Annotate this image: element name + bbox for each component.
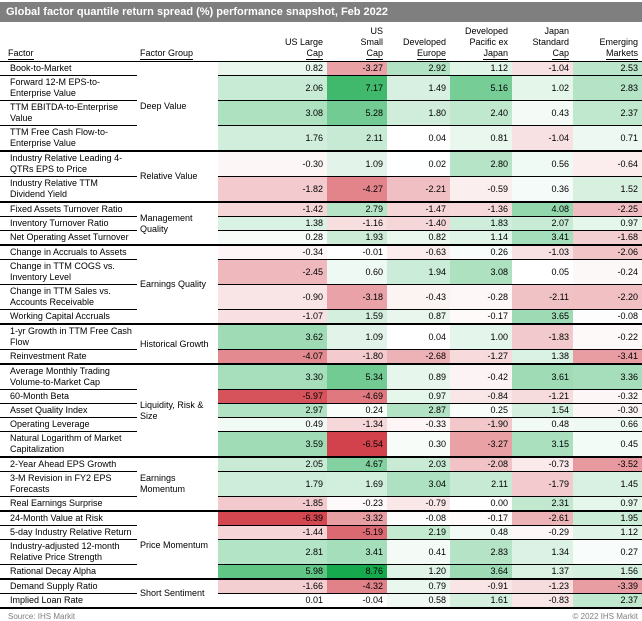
value-cell: -0.90	[218, 285, 327, 310]
value-cell: 0.48	[450, 526, 512, 540]
table-row	[0, 260, 642, 285]
value-cell: 0.97	[573, 497, 642, 512]
table-row	[0, 594, 642, 609]
value-cell: 0.04	[387, 126, 450, 152]
value-cell: -1.79	[512, 472, 573, 497]
table-row	[0, 285, 642, 310]
value-cell: 0.97	[387, 390, 450, 404]
value-cell: 2.37	[573, 594, 642, 609]
value-cell: -1.90	[450, 418, 512, 432]
value-cell: 2.40	[450, 101, 512, 126]
factor-name-cell: 5-day Industry Relative Return	[0, 526, 137, 540]
factor-group-cell: Management Quality	[137, 202, 218, 245]
table-row	[0, 177, 642, 203]
value-cell: 1.83	[450, 217, 512, 231]
table-row	[0, 76, 642, 101]
value-cell: 2.53	[573, 62, 642, 76]
value-cell: 1.95	[573, 511, 642, 526]
value-cell: -1.27	[450, 350, 512, 365]
value-cell: -0.73	[512, 457, 573, 472]
value-cell: 1.56	[573, 565, 642, 580]
factor-name-cell: Implied Loan Rate	[0, 594, 137, 609]
value-cell: 3.04	[387, 472, 450, 497]
value-cell: 2.80	[450, 151, 512, 177]
value-cell: 3.59	[218, 432, 327, 458]
report-page	[0, 2, 642, 621]
factor-name-cell: Operating Leverage	[0, 418, 137, 432]
factor-group-column-header: Factor Group	[137, 26, 218, 62]
value-cell: -2.25	[573, 202, 642, 217]
value-cell: 2.11	[327, 126, 387, 152]
table-row	[0, 245, 642, 260]
value-cell: -0.17	[450, 511, 512, 526]
value-cell: -4.07	[218, 350, 327, 365]
value-cell: 1.20	[387, 565, 450, 580]
factor-name-cell: 60-Month Beta	[0, 390, 137, 404]
table-row	[0, 324, 642, 350]
value-cell: 0.43	[512, 101, 573, 126]
value-cell: -2.21	[387, 177, 450, 203]
factor-group-cell: Earnings Quality	[137, 245, 218, 324]
value-cell: -2.45	[218, 260, 327, 285]
value-cell: 1.09	[327, 151, 387, 177]
value-cell: 5.98	[218, 565, 327, 580]
value-cell: -1.04	[512, 62, 573, 76]
value-cell: 2.81	[218, 540, 327, 565]
value-cell: 2.37	[573, 101, 642, 126]
value-cell: 2.87	[387, 404, 450, 418]
value-cell: 0.02	[387, 151, 450, 177]
value-cell: 1.00	[450, 324, 512, 350]
value-cell: 1.52	[573, 177, 642, 203]
value-cell: -1.16	[327, 217, 387, 231]
value-cell: 1.38	[512, 350, 573, 365]
factor-name-cell: Change in Accruals to Assets	[0, 245, 137, 260]
value-cell: 0.05	[512, 260, 573, 285]
value-cell: -1.03	[512, 245, 573, 260]
value-cell: -0.22	[573, 324, 642, 350]
factor-group-cell: Short Sentiment	[137, 579, 218, 608]
table-row	[0, 457, 642, 472]
report-title: Global factor quantile return spread (%) performance snapshot, Feb 2022	[0, 2, 642, 22]
value-cell: -0.79	[387, 497, 450, 512]
value-cell: -0.17	[450, 310, 512, 325]
value-cell: 5.16	[450, 76, 512, 101]
value-cell: 2.06	[218, 76, 327, 101]
value-cell: -0.08	[387, 511, 450, 526]
value-cell: 3.08	[218, 101, 327, 126]
value-cell: 3.65	[512, 310, 573, 325]
value-cell: -3.41	[573, 350, 642, 365]
table-row	[0, 202, 642, 217]
factor-name-cell: Industry Relative TTM Dividend Yield	[0, 177, 137, 203]
factor-name-cell: Real Earnings Surprise	[0, 497, 137, 512]
value-cell: -3.39	[573, 579, 642, 594]
value-cell: 1.37	[512, 565, 573, 580]
table-row	[0, 432, 642, 458]
value-cell: -0.23	[327, 497, 387, 512]
value-cell: 3.36	[573, 364, 642, 390]
value-cell: 3.30	[218, 364, 327, 390]
value-cell: -1.07	[218, 310, 327, 325]
factor-name-cell: Natural Logarithm of Market Capitalization	[0, 432, 137, 458]
factor-name-cell: Fixed Assets Turnover Ratio	[0, 202, 137, 217]
value-cell: 3.62	[218, 324, 327, 350]
value-cell: 4.08	[512, 202, 573, 217]
factor-name-cell: 1-yr Growth in TTM Free Cash Flow	[0, 324, 137, 350]
column-header-5: Japan Standard Cap	[512, 26, 573, 62]
value-cell: -2.61	[512, 511, 573, 526]
value-cell: -1.34	[327, 418, 387, 432]
value-cell: 1.69	[327, 472, 387, 497]
value-cell: -0.84	[450, 390, 512, 404]
factor-group-cell: Historical Growth	[137, 324, 218, 364]
factor-name-cell: 2-Year Ahead EPS Growth	[0, 457, 137, 472]
factor-name-cell: TTM Free Cash Flow-to-Enterprise Value	[0, 126, 137, 152]
value-cell: -2.68	[387, 350, 450, 365]
table-row	[0, 526, 642, 540]
value-cell: -3.18	[327, 285, 387, 310]
table-row	[0, 231, 642, 246]
value-cell: -0.08	[573, 310, 642, 325]
value-cell: 2.05	[218, 457, 327, 472]
value-cell: 2.07	[512, 217, 573, 231]
factor-column-header: Factor	[0, 26, 137, 62]
table-row	[0, 540, 642, 565]
value-cell: 0.87	[387, 310, 450, 325]
value-cell: -5.97	[218, 390, 327, 404]
value-cell: 2.19	[387, 526, 450, 540]
table-row	[0, 579, 642, 594]
value-cell: -6.39	[218, 511, 327, 526]
value-cell: -1.82	[218, 177, 327, 203]
value-cell: -2.20	[573, 285, 642, 310]
value-cell: -1.83	[512, 324, 573, 350]
factor-name-cell: 3-M Revision in FY2 EPS Forecasts	[0, 472, 137, 497]
value-cell: 0.82	[387, 231, 450, 246]
factor-name-cell: Demand Supply Ratio	[0, 579, 137, 594]
value-cell: 0.56	[512, 151, 573, 177]
value-cell: -0.43	[387, 285, 450, 310]
value-cell: 0.24	[327, 404, 387, 418]
value-cell: -0.91	[450, 579, 512, 594]
value-cell: 0.60	[327, 260, 387, 285]
factor-group-cell: Liquidity, Risk & Size	[137, 364, 218, 457]
value-cell: 2.97	[218, 404, 327, 418]
value-cell: 0.36	[512, 177, 573, 203]
value-cell: -0.33	[387, 418, 450, 432]
factor-name-cell: Change in TTM Sales vs. Accounts Receivable	[0, 285, 137, 310]
table-row	[0, 418, 642, 432]
value-cell: 0.30	[387, 432, 450, 458]
value-cell: -1.40	[387, 217, 450, 231]
value-cell: -2.08	[450, 457, 512, 472]
value-cell: 0.27	[573, 540, 642, 565]
value-cell: 4.67	[327, 457, 387, 472]
value-cell: -0.63	[387, 245, 450, 260]
value-cell: -1.68	[573, 231, 642, 246]
value-cell: 0.82	[218, 62, 327, 76]
value-cell: 0.04	[387, 324, 450, 350]
value-cell: -0.32	[573, 390, 642, 404]
table-row	[0, 472, 642, 497]
value-cell: 3.61	[512, 364, 573, 390]
value-cell: -0.29	[512, 526, 573, 540]
value-cell: 2.31	[512, 497, 573, 512]
value-cell: 0.01	[218, 594, 327, 609]
table-row	[0, 101, 642, 126]
value-cell: 3.15	[512, 432, 573, 458]
value-cell: 1.49	[387, 76, 450, 101]
value-cell: 2.03	[387, 457, 450, 472]
factor-name-cell: Net Operating Asset Turnover	[0, 231, 137, 246]
value-cell: 5.34	[327, 364, 387, 390]
value-cell: -1.80	[327, 350, 387, 365]
factor-name-cell: Book-to-Market	[0, 62, 137, 76]
value-cell: -0.34	[218, 245, 327, 260]
table-row	[0, 364, 642, 390]
value-cell: 2.92	[387, 62, 450, 76]
value-cell: -4.32	[327, 579, 387, 594]
factor-name-cell: Industry Relative Leading 4-QTRs EPS to Price	[0, 151, 137, 177]
factor-group-cell: Relative Value	[137, 151, 218, 202]
factor-group-cell: Earnings Momentum	[137, 457, 218, 511]
value-cell: 7.17	[327, 76, 387, 101]
factor-name-cell: Asset Quality Index	[0, 404, 137, 418]
value-cell: -1.44	[218, 526, 327, 540]
value-cell: -6.54	[327, 432, 387, 458]
factor-name-cell: Rational Decay Alpha	[0, 565, 137, 580]
value-cell: -1.47	[387, 202, 450, 217]
value-cell: -1.21	[512, 390, 573, 404]
value-cell: 0.81	[450, 126, 512, 152]
value-cell: -4.27	[327, 177, 387, 203]
factor-name-cell: Working Capital Accruals	[0, 310, 137, 325]
value-cell: -3.32	[327, 511, 387, 526]
table-row	[0, 565, 642, 580]
value-cell: 1.12	[450, 62, 512, 76]
value-cell: 0.79	[387, 579, 450, 594]
value-cell: 0.71	[573, 126, 642, 152]
value-cell: 5.28	[327, 101, 387, 126]
column-header-1: US Large Cap	[218, 26, 327, 62]
table-row	[0, 126, 642, 152]
value-cell: 1.12	[573, 526, 642, 540]
value-cell: 1.79	[218, 472, 327, 497]
value-cell: 3.64	[450, 565, 512, 580]
table-row	[0, 62, 642, 76]
value-cell: -0.30	[573, 404, 642, 418]
value-cell: 1.45	[573, 472, 642, 497]
value-cell: -0.83	[512, 594, 573, 609]
table-row	[0, 497, 642, 512]
value-cell: 0.00	[450, 497, 512, 512]
table-header	[0, 26, 642, 62]
factor-heatmap-table	[0, 26, 642, 609]
factor-name-cell: Average Monthly Trading Volume-to-Market Cap	[0, 364, 137, 390]
value-cell: 1.80	[387, 101, 450, 126]
table-row	[0, 217, 642, 231]
value-cell: 1.94	[387, 260, 450, 285]
value-cell: 0.45	[573, 432, 642, 458]
value-cell: 1.34	[512, 540, 573, 565]
value-cell: -1.66	[218, 579, 327, 594]
value-cell: 0.89	[387, 364, 450, 390]
table-row	[0, 151, 642, 177]
value-cell: -1.42	[218, 202, 327, 217]
value-cell: -2.06	[573, 245, 642, 260]
value-cell: 0.49	[218, 418, 327, 432]
value-cell: 0.25	[450, 404, 512, 418]
value-cell: 1.09	[327, 324, 387, 350]
value-cell: 3.41	[512, 231, 573, 246]
factor-name-cell: Reinvestment Rate	[0, 350, 137, 365]
value-cell: 0.41	[387, 540, 450, 565]
copyright-note: © 2022 IHS Markit	[572, 612, 638, 621]
factor-name-cell: TTM EBITDA-to-Enterprise Value	[0, 101, 137, 126]
value-cell: 0.66	[573, 418, 642, 432]
value-cell: 0.26	[450, 245, 512, 260]
value-cell: 1.14	[450, 231, 512, 246]
value-cell: 1.93	[327, 231, 387, 246]
value-cell: -1.04	[512, 126, 573, 152]
value-cell: 1.38	[218, 217, 327, 231]
table-row	[0, 511, 642, 526]
value-cell: -0.59	[450, 177, 512, 203]
value-cell: -2.11	[512, 285, 573, 310]
table-row	[0, 310, 642, 325]
value-cell: 0.58	[387, 594, 450, 609]
value-cell: -1.85	[218, 497, 327, 512]
value-cell: -5.19	[327, 526, 387, 540]
value-cell: 3.41	[327, 540, 387, 565]
value-cell: -0.01	[327, 245, 387, 260]
value-cell: 1.02	[512, 76, 573, 101]
table-row	[0, 404, 642, 418]
value-cell: -3.27	[327, 62, 387, 76]
table-row	[0, 390, 642, 404]
table-footer	[0, 612, 642, 621]
value-cell: -3.27	[450, 432, 512, 458]
value-cell: -0.04	[327, 594, 387, 609]
value-cell: -0.28	[450, 285, 512, 310]
table-row	[0, 350, 642, 365]
value-cell: 0.28	[218, 231, 327, 246]
factor-name-cell: Forward 12-M EPS-to-Enterprise Value	[0, 76, 137, 101]
value-cell: 1.59	[327, 310, 387, 325]
value-cell: 3.08	[450, 260, 512, 285]
value-cell: 8.76	[327, 565, 387, 580]
factor-name-cell: Inventory Turnover Ratio	[0, 217, 137, 231]
column-header-4: Developed Pacific ex Japan	[450, 26, 512, 62]
value-cell: -3.52	[573, 457, 642, 472]
factor-name-cell: 24-Month Value at Risk	[0, 511, 137, 526]
factor-group-cell: Price Momentum	[137, 511, 218, 579]
factor-name-cell: Industry-adjusted 12-month Relative Price Strength	[0, 540, 137, 565]
value-cell: 0.48	[512, 418, 573, 432]
column-header-2: US Small Cap	[327, 26, 387, 62]
value-cell: 2.83	[573, 76, 642, 101]
column-header-6: Emerging Markets	[573, 26, 642, 62]
value-cell: -0.30	[218, 151, 327, 177]
factor-group-cell: Deep Value	[137, 62, 218, 152]
value-cell: 1.54	[512, 404, 573, 418]
value-cell: 0.97	[573, 217, 642, 231]
value-cell: 1.76	[218, 126, 327, 152]
value-cell: -0.42	[450, 364, 512, 390]
value-cell: 2.79	[327, 202, 387, 217]
value-cell: -4.69	[327, 390, 387, 404]
value-cell: -0.24	[573, 260, 642, 285]
source-note: Source: IHS Markit	[8, 612, 76, 621]
value-cell: 1.61	[450, 594, 512, 609]
column-header-3: Developed Europe	[387, 26, 450, 62]
value-cell: 2.11	[450, 472, 512, 497]
value-cell: -1.23	[512, 579, 573, 594]
value-cell: -1.36	[450, 202, 512, 217]
factor-name-cell: Change in TTM COGS vs. Inventory Level	[0, 260, 137, 285]
value-cell: -0.64	[573, 151, 642, 177]
value-cell: 2.83	[450, 540, 512, 565]
